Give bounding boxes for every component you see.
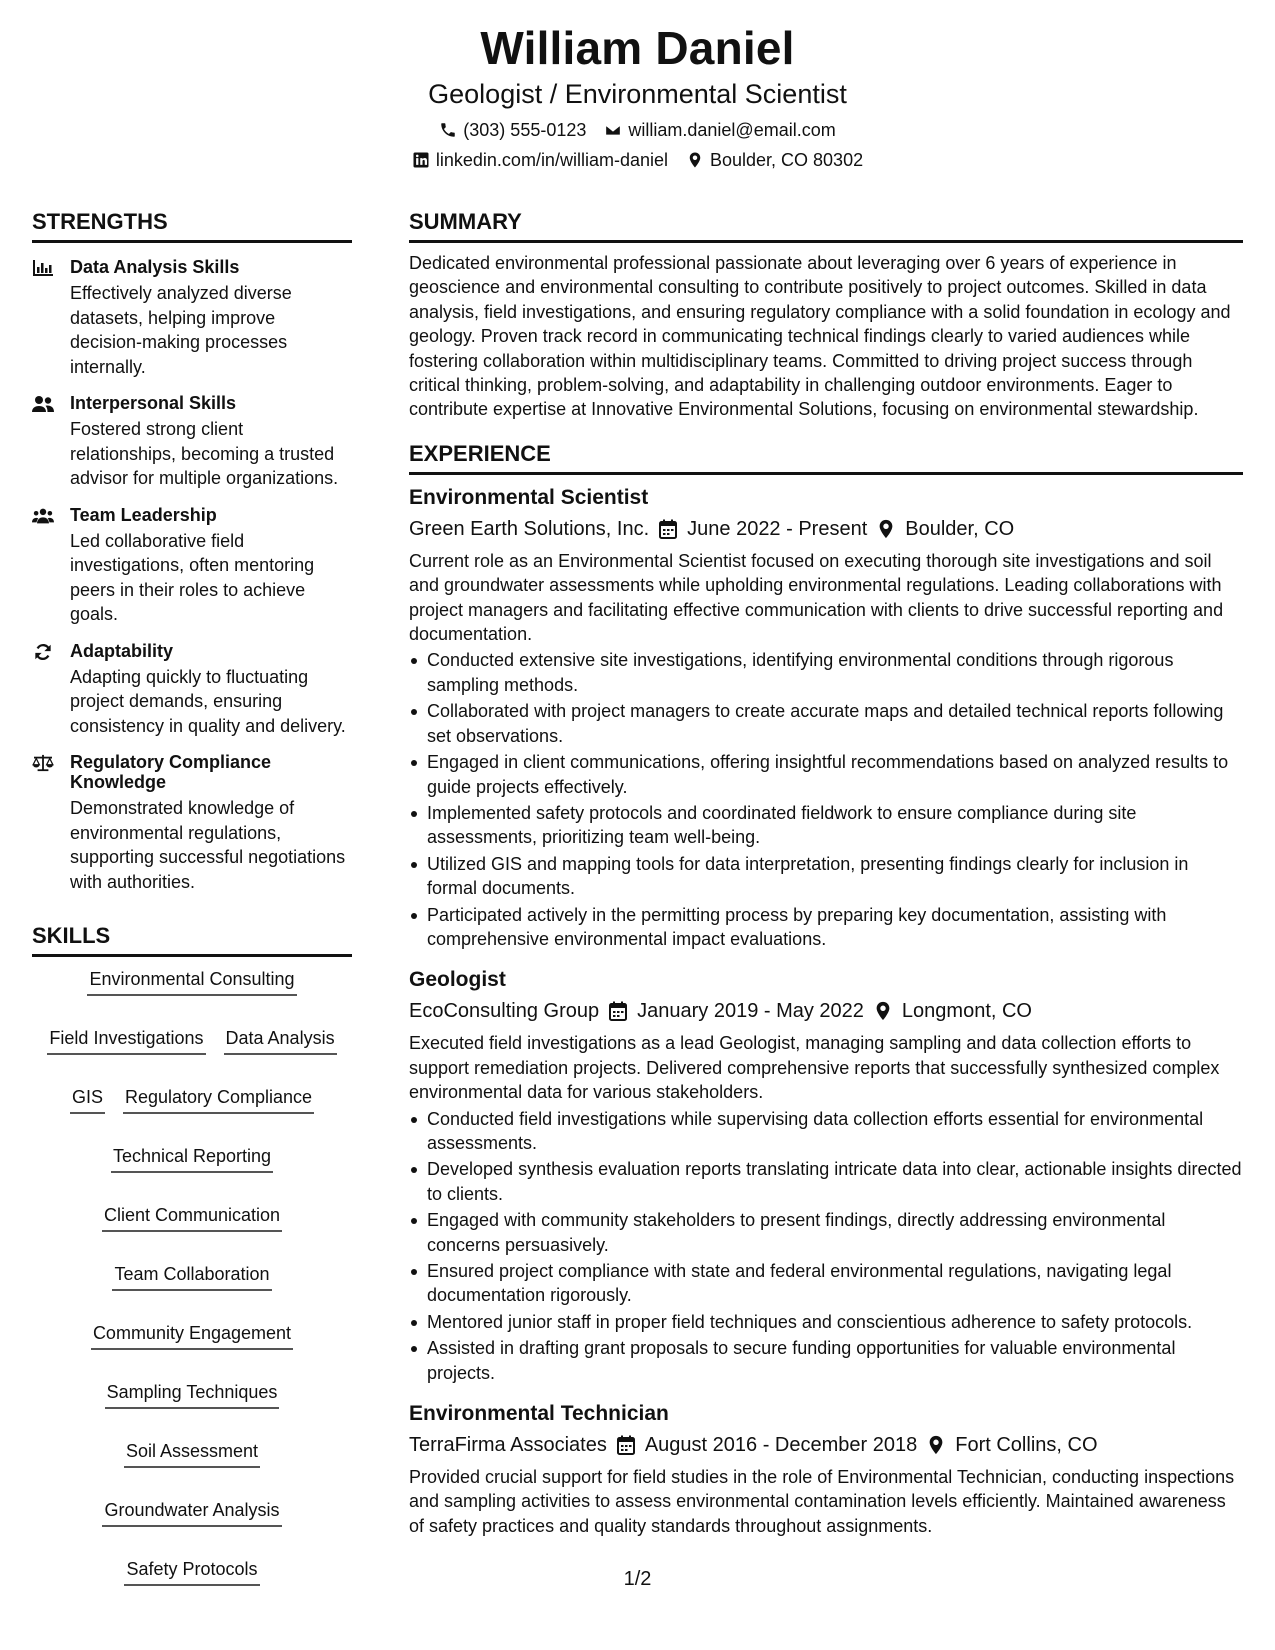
experience-heading: EXPERIENCE xyxy=(409,440,1243,475)
skill-tag: Field Investigations xyxy=(47,1026,205,1055)
skill-tag: Groundwater Analysis xyxy=(102,1498,281,1527)
phone-item xyxy=(439,118,586,142)
strength-title: Interpersonal Skills xyxy=(70,393,237,413)
contact-row-1 xyxy=(0,118,1275,142)
map-pin-icon xyxy=(927,1435,945,1455)
job-bullet: Participated actively in the permitting process by preparing key documentation, assisting with comprehensive environmental impact evaluations. xyxy=(409,903,1243,952)
job-bullet: Utilized GIS and mapping tools for data interpretation, presenting findings clearly for inclusion in formal documents. xyxy=(409,852,1243,901)
linkedin-icon xyxy=(412,151,430,169)
envelope-icon xyxy=(604,121,622,139)
location-text: Boulder, CO 80302 xyxy=(709,150,864,170)
resume-header xyxy=(0,20,1275,172)
skill-tag: GIS xyxy=(70,1085,105,1114)
strength-title: Adaptability xyxy=(70,640,174,661)
skill-tag: Client Communication xyxy=(102,1203,282,1232)
skill-tag: Data Analysis xyxy=(224,1026,337,1055)
strength-title: Regulatory Compliance Knowledge xyxy=(70,752,272,792)
skill-tag: Environmental Consulting xyxy=(87,967,296,996)
job-dates: January 2019 - May 2022 xyxy=(637,1000,864,1023)
job-entry xyxy=(409,1401,1243,1538)
job-entry xyxy=(409,485,1243,952)
phone-text: (303) 555-0123 xyxy=(463,120,587,140)
job-company: Green Earth Solutions, Inc. xyxy=(409,517,650,540)
job-description: Current role as an Environmental Scientist focused on executing thorough site investigations and soil and groundwater assessments while upholding environmental regulations. Leading collaborations with project managers and facilitating effective communication with clients to drive successful reporting and documentation. xyxy=(409,550,1224,645)
skill-tag: Sampling Techniques xyxy=(105,1380,280,1409)
map-pin-icon xyxy=(874,1001,892,1021)
strength-item xyxy=(32,257,352,379)
skill-tag: Community Engagement xyxy=(91,1321,293,1350)
job-company: TerraFirma Associates xyxy=(409,1434,607,1457)
email-item[interactable] xyxy=(604,118,835,142)
job-bullets xyxy=(409,1107,1243,1385)
job-dates: June 2022 - Present xyxy=(687,517,868,540)
skill-tag: Technical Reporting xyxy=(111,1144,273,1173)
job-meta xyxy=(409,997,1243,1025)
skills-list xyxy=(32,967,352,1586)
calendar-icon xyxy=(609,1001,627,1021)
strength-desc: Demonstrated knowledge of environmental regulations, supporting successful negotiations with authorities. xyxy=(70,798,346,892)
job-title: Geologist xyxy=(409,968,506,992)
page-number: 1/2 xyxy=(623,1568,652,1590)
strength-item xyxy=(32,641,352,739)
candidate-name: William Daniel xyxy=(480,22,795,74)
bar-chart-icon xyxy=(32,259,54,277)
email-link[interactable]: william.daniel@email.com xyxy=(628,120,836,140)
job-title: Environmental Scientist xyxy=(409,485,649,509)
job-bullet: Implemented safety protocols and coordinated fieldwork to ensure compliance during site assessments, prioritizing team well-being. xyxy=(409,801,1243,850)
strength-title: Data Analysis Skills xyxy=(70,257,240,277)
job-bullets xyxy=(409,648,1243,951)
team-icon xyxy=(32,507,54,525)
summary-text: Dedicated environmental professional passionate about leveraging over 6 years of experience in geoscience and environmental consulting to contribute positively to project outcomes. Skilled in data analysis, field investigations, and ensuring regulatory compliance with a solid foundation in ecology and geology. Proven track record in communicating technical findings clearly to varied audiences while fostering collaboration within multidisciplinary teams. Committed to driving project success through critical thinking, problem-solving, and adaptability in challenging outdoor environments. Eager to contribute expertise at Innovative Environmental Solutions, focusing on environmental stewardship. xyxy=(409,253,1231,420)
job-bullet: Conducted field investigations while supervising data collection efforts essential for environmental assessments. xyxy=(409,1107,1243,1156)
job-bullet: Mentored junior staff in proper field techniques and conscientious adherence to safety protocols. xyxy=(409,1310,1243,1334)
job-company: EcoConsulting Group xyxy=(409,1000,600,1023)
strength-desc: Led collaborative field investigations, often mentoring peers in their roles to achieve goals. xyxy=(70,530,315,624)
job-entry xyxy=(409,967,1243,1385)
job-location: Fort Collins, CO xyxy=(955,1434,1098,1457)
job-dates: August 2016 - December 2018 xyxy=(644,1434,918,1457)
job-bullet: Engaged in client communications, offering insightful recommendations based on analyzed results to guide projects effectively. xyxy=(409,750,1243,799)
skills-section xyxy=(32,922,352,1586)
skill-tag: Team Collaboration xyxy=(112,1262,271,1291)
strength-desc: Effectively analyzed diverse datasets, helping improve decision-making processes internally. xyxy=(70,283,292,377)
job-bullet: Collaborated with project managers to create accurate maps and detailed technical reports following set observations. xyxy=(409,699,1243,748)
job-location: Boulder, CO xyxy=(905,517,1015,540)
strength-item xyxy=(32,752,352,894)
strength-desc: Fostered strong client relationships, becoming a trusted advisor for multiple organizations. xyxy=(70,419,339,488)
map-pin-icon xyxy=(686,151,704,169)
job-meta xyxy=(409,1431,1243,1459)
job-title: Environmental Technician xyxy=(409,1402,669,1426)
users-icon xyxy=(32,395,54,413)
phone-icon xyxy=(439,121,457,139)
jobs-list xyxy=(409,485,1243,1538)
strength-title: Team Leadership xyxy=(70,504,217,525)
linkedin-item[interactable] xyxy=(412,148,668,172)
job-bullet: Developed synthesis evaluation reports translating intricate data into clear, actionable insights directed to clients. xyxy=(409,1157,1243,1206)
sync-icon xyxy=(32,643,54,661)
experience-section xyxy=(409,440,1243,1538)
skill-tag: Safety Protocols xyxy=(124,1557,259,1586)
strength-desc: Adapting quickly to fluctuating project demands, ensuring consistency in quality and delivery. xyxy=(70,666,346,736)
job-description: Provided crucial support for field studies in the role of Environmental Technician, conducting inspections and sampling activities to assess environmental contamination levels efficiently. Maintained awareness of safety practices and quality standards throughout assignments. xyxy=(409,1467,1235,1536)
balance-scale-icon xyxy=(32,754,54,772)
strength-item xyxy=(32,393,352,491)
left-column xyxy=(32,208,352,1586)
map-pin-icon xyxy=(877,519,895,539)
skill-tag: Regulatory Compliance xyxy=(123,1085,314,1114)
strength-item xyxy=(32,505,352,627)
skills-heading: SKILLS xyxy=(32,922,352,957)
job-location: Longmont, CO xyxy=(901,1000,1032,1023)
right-column xyxy=(409,208,1243,1538)
location-item xyxy=(686,148,863,172)
strengths-heading: STRENGTHS xyxy=(32,208,352,243)
skill-tag: Soil Assessment xyxy=(124,1439,260,1468)
job-bullet: Engaged with community stakeholders to present findings, directly addressing environmental concerns persuasively. xyxy=(409,1208,1243,1257)
job-bullet: Assisted in drafting grant proposals to secure funding opportunities for valuable environmental projects. xyxy=(409,1336,1243,1385)
contact-row-2 xyxy=(0,148,1275,172)
job-bullet: Ensured project compliance with state and federal environmental regulations, navigating legal documentation rigorously. xyxy=(409,1259,1243,1308)
summary-heading: SUMMARY xyxy=(409,208,1243,243)
linkedin-link[interactable]: linkedin.com/in/william-daniel xyxy=(435,150,668,170)
calendar-icon xyxy=(659,519,677,539)
candidate-title: Geologist / Environmental Scientist xyxy=(428,79,847,109)
job-description: Executed field investigations as a lead Geologist, managing sampling and data collection efforts to support remediation projects. Delivered comprehensive reports that successfully synthesized complex environmental data for various stakeholders. xyxy=(409,1033,1220,1103)
job-bullet: Conducted extensive site investigations, identifying environmental conditions through rigorous sampling methods. xyxy=(409,648,1243,697)
job-meta xyxy=(409,515,1243,543)
calendar-icon xyxy=(617,1435,635,1455)
